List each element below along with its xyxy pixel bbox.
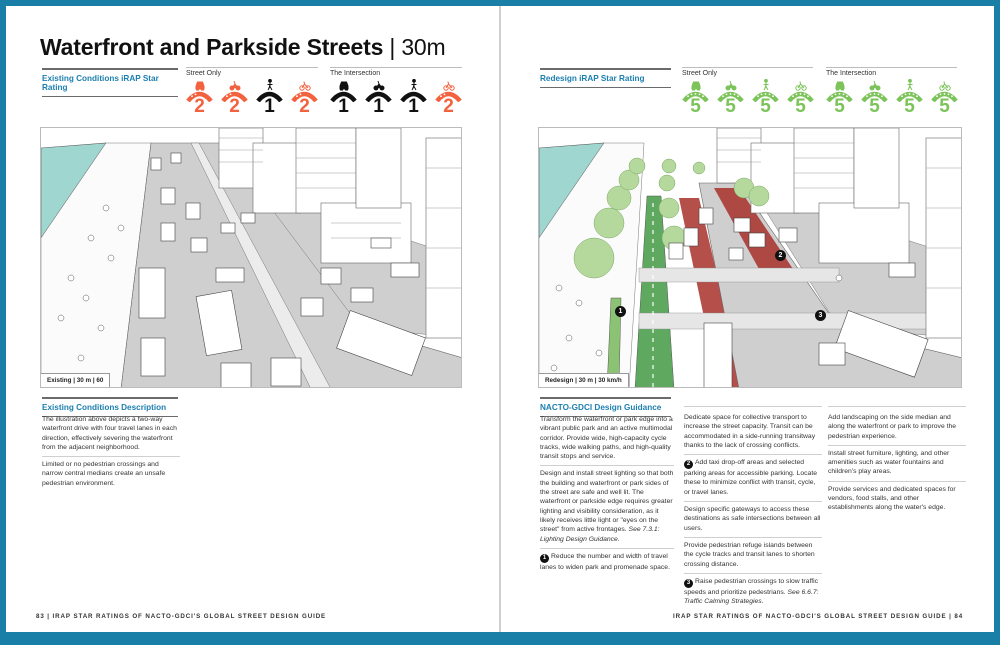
star-rating-pedestrian (896, 79, 923, 115)
rating-value: 1 (408, 96, 419, 117)
bicycle-icon (939, 79, 951, 91)
guidance-paragraph: Transform the waterfront or park edge into a vibrant public park and an active multimodal corridor. Provide wide, high-capacity cycle tracks, wide walking paths, and high-quality transit stops and service. (540, 416, 673, 461)
rating-value: 5 (869, 96, 880, 117)
pedestrian-icon (408, 79, 420, 91)
cross-reference-link: See 6.6.7: Traffic Calming Strategies. (684, 588, 819, 606)
ratings-row (826, 79, 957, 115)
redesign-street-illustration (538, 127, 962, 388)
right-page (501, 6, 994, 632)
star-rating-bicycle (931, 79, 958, 115)
existing-intersection-ratings (330, 67, 462, 115)
car-icon (834, 79, 846, 91)
star-rating-pedestrian (256, 79, 283, 115)
left-page (6, 6, 499, 632)
redesign-intersection-ratings (826, 67, 957, 115)
guidance-column-3 (828, 406, 966, 517)
car-icon (194, 79, 206, 91)
star-rating-motorcycle (861, 79, 888, 115)
guidance-column-1 (540, 412, 674, 576)
redesign-rating-heading: Redesign iRAP Star Rating (540, 68, 671, 88)
rating-value: 2 (299, 96, 310, 117)
star-rating-car (682, 79, 709, 115)
car-icon (690, 79, 702, 91)
rating-value: 1 (373, 96, 384, 117)
page-footer-left: 83 | IRAP STAR RATINGS OF NACTO-GDCI'S GLOBAL STREET DESIGN GUIDE (36, 613, 327, 620)
guidance-paragraph: Install street furniture, lighting, and other amenities such as water fountains and children's play areas. (828, 445, 966, 481)
existing-description (42, 412, 180, 492)
rating-value: 5 (760, 96, 771, 117)
guidance-paragraph: Dedicate space for collective transport to increase the street capacity. Transit can be accommodated in a side-running transitway thanks to the lack of crossing conflicts. (684, 414, 816, 449)
pedestrian-icon (264, 79, 276, 91)
bicycle-icon (299, 79, 311, 91)
rating-value: 2 (443, 96, 454, 117)
rating-value: 1 (264, 96, 275, 117)
description-paragraph: The illustration above depicts a two-way waterfront drive with four travel lanes in each direction, effectively severing the waterfront from the adjacent neighborhood. (42, 416, 177, 451)
pedestrian-icon (760, 79, 772, 91)
car-icon (338, 79, 350, 91)
motorcycle-icon (725, 79, 737, 91)
callout-marker-1: 1 (615, 306, 626, 317)
star-rating-pedestrian (400, 79, 427, 115)
motorcycle-icon (373, 79, 385, 91)
rating-value: 5 (904, 96, 915, 117)
motorcycle-icon (869, 79, 881, 91)
guidance-paragraph: Design and install street lighting so that both the building and waterfront or park sides of the street are safe and well lit. The waterfront or parkside edge requires greater lighting and visibility consideration, as it likely receives little light or "eyes on the street" from active frontages. See 7.3.1: Lighting Design Guidance. (540, 465, 674, 547)
existing-description-heading: Existing Conditions Description (42, 397, 178, 417)
guidance-heading: NACTO-GDCI Design Guidance (540, 397, 671, 417)
guidance-paragraph: 3 Raise pedestrian crossings to slow traffic speeds and prioritize pedestrians. See 6.6.7: Traffic Calming Strategies. (684, 573, 822, 611)
motorcycle-icon (229, 79, 241, 91)
bicycle-icon (443, 79, 455, 91)
rating-value: 1 (338, 96, 349, 117)
guidance-column-2 (684, 406, 822, 610)
pedestrian-icon (904, 79, 916, 91)
star-rating-bicycle (787, 79, 814, 115)
ratings-row (186, 79, 318, 115)
ratings-row (682, 79, 813, 115)
rating-value: 5 (690, 96, 701, 117)
callout-marker-3: 3 (815, 310, 826, 321)
star-rating-bicycle (435, 79, 462, 115)
description-paragraph: Limited or no pedestrian crossings and narrow central medians create an unsafe pedestrian environment. (42, 456, 180, 492)
rating-value: 2 (194, 96, 205, 117)
callout-badge: 2 (684, 460, 693, 469)
star-rating-motorcycle (221, 79, 248, 115)
callout-marker-2: 2 (775, 250, 786, 261)
rating-value: 5 (834, 96, 845, 117)
star-rating-motorcycle (365, 79, 392, 115)
ratings-row (330, 79, 462, 115)
guidance-paragraph: Design specific gateways to access these destinations as safe intersections between all users. (684, 501, 822, 537)
title-text: Waterfront and Parkside Streets (40, 34, 384, 60)
bicycle-icon (795, 79, 807, 91)
guidance-paragraph: 1 Reduce the number and width of travel lanes to widen park and promenade space. (540, 548, 674, 576)
star-rating-pedestrian (752, 79, 779, 115)
rating-value: 2 (229, 96, 240, 117)
guidance-paragraph: Provide services and dedicated spaces for vendors, food stalls, and other establishments along the water's edge. (828, 481, 966, 517)
star-rating-car (186, 79, 213, 115)
rating-value: 5 (795, 96, 806, 117)
intersection-label: The Intersection (330, 70, 381, 77)
redesign-street-only-ratings (682, 67, 813, 115)
book-spread (6, 6, 994, 632)
street-only-label: Street Only (682, 70, 718, 77)
existing-street-only-ratings (186, 67, 318, 115)
existing-street-illustration (40, 127, 462, 388)
star-rating-car (330, 79, 357, 115)
title-suffix: | 30m (389, 34, 446, 60)
guidance-paragraph: Add landscaping on the side median and along the waterfront or park to improve the pedestrian experience. (828, 414, 957, 440)
existing-rating-heading: Existing Conditions iRAP Star Rating (42, 68, 178, 97)
rating-value: 5 (725, 96, 736, 117)
page-title (40, 34, 445, 61)
star-rating-car (826, 79, 853, 115)
illustration-caption: Redesign | 30 m | 30 km/h (539, 373, 629, 387)
callout-badge: 3 (684, 579, 693, 588)
street-only-label: Street Only (186, 70, 222, 77)
callout-badge: 1 (540, 554, 549, 563)
illustration-caption: Existing | 30 m | 60 (41, 373, 110, 387)
cross-reference-link: See 7.3.1: Lighting Design Guidance. (540, 526, 660, 543)
star-rating-motorcycle (717, 79, 744, 115)
guidance-paragraph: Provide pedestrian refuge islands between the cycle tracks and transit lanes to shorten crossing distance. (684, 537, 822, 573)
intersection-label: The Intersection (826, 70, 877, 77)
star-rating-bicycle (291, 79, 318, 115)
guidance-paragraph: 2 Add taxi drop-off areas and selected parking areas for accessible parking. Locate these to minimize conflict with transit, cycle, or travel lanes. (684, 454, 822, 501)
rating-value: 5 (939, 96, 950, 117)
page-footer-right: IRAP STAR RATINGS OF NACTO-GDCI'S GLOBAL STREET DESIGN GUIDE | 84 (673, 613, 964, 620)
